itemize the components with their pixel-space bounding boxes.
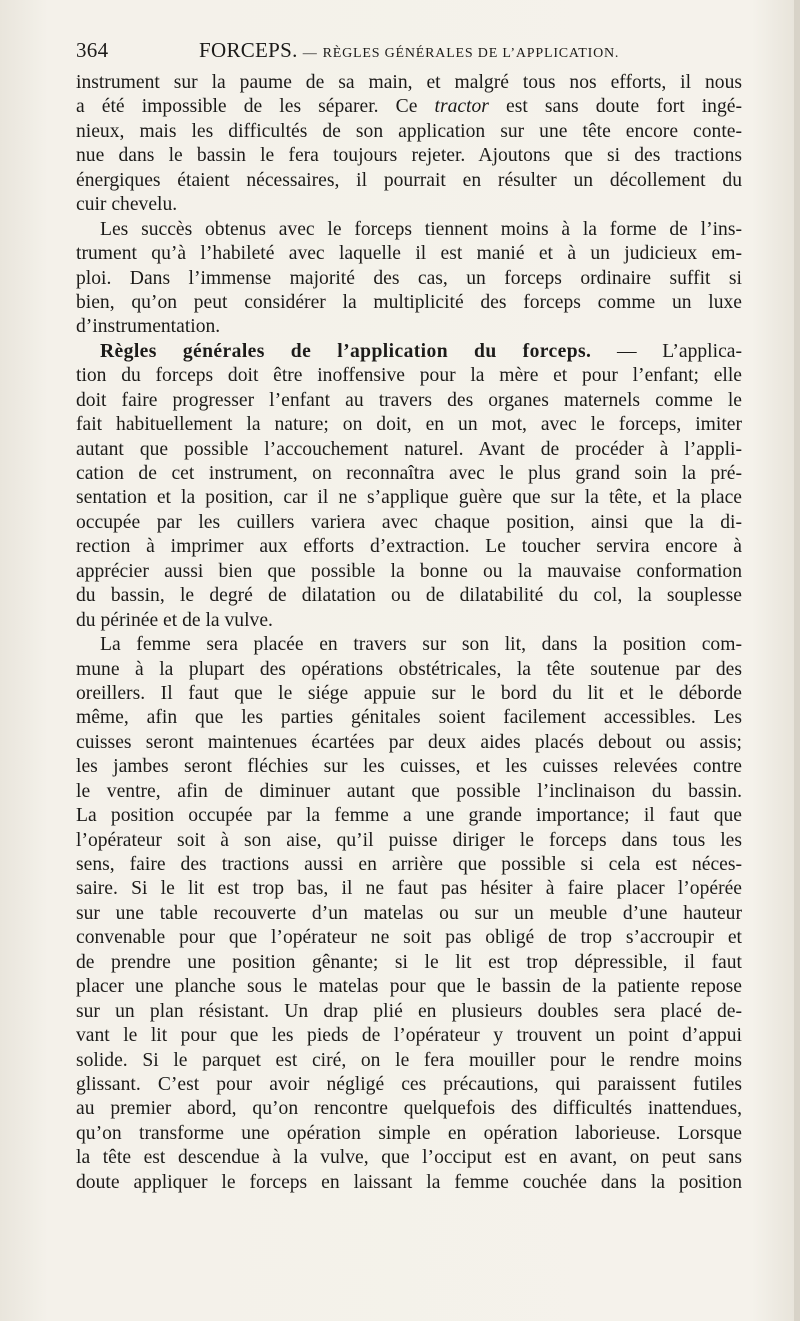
text-line: au premier abord, qu’on rencontre quelquefois des difficultés inattendues, bbox=[76, 1098, 742, 1120]
running-head-title bbox=[199, 38, 619, 63]
text-line: l’opérateur soit à son aise, qu’il puisse diriger le forceps dans tous les bbox=[76, 829, 742, 851]
page-number: 364 bbox=[76, 38, 109, 62]
text-line: La position occupée par la femme a une grande importance; il faut que bbox=[76, 805, 742, 827]
text-line: La femme sera placée en travers sur son lit, dans la position com- bbox=[100, 634, 742, 656]
body-text bbox=[76, 71, 742, 1195]
text-line: le ventre, afin de diminuer autant que possible l’inclinaison du bassin. bbox=[76, 780, 742, 802]
text-line: saire. Si le lit est trop bas, il ne faut pas hésiter à faire placer l’opérée bbox=[76, 878, 742, 900]
text-segment: a été impossible de les séparer. Ce bbox=[76, 96, 418, 118]
text-line: trument qu’à l’habileté avec laquelle il est manié et à un judicieux em- bbox=[76, 243, 742, 265]
text-line: de prendre une position gênante; si le lit est trop dépressible, il faut bbox=[76, 951, 742, 973]
text-segment: — L’applica- bbox=[616, 340, 742, 362]
text-line: la tête est descendue à la vulve, que l’occiput est en avant, on peut sans bbox=[76, 1147, 742, 1169]
text-line: mune à la plupart des opérations obstétricales, la tête soutenue par des bbox=[76, 658, 742, 680]
text-line: apprécier aussi bien que possible la bonne ou la mauvaise conformation bbox=[76, 560, 742, 582]
text-line: occupée par les cuillers variera avec chaque position, ainsi que la di- bbox=[76, 511, 742, 533]
text-line: sentation et la position, car il ne s’applique guère que sur la tête, et la place bbox=[76, 487, 742, 509]
text-line: solide. Si le parquet est ciré, on le fera mouiller pour le rendre moins bbox=[76, 1049, 742, 1071]
text-line: cuir chevelu. bbox=[76, 194, 178, 216]
text-line: cation de cet instrument, on reconnaîtra avec le plus grand soin la pré- bbox=[76, 463, 742, 484]
text-line: énergiques étaient nécessaires, il pourrait en résulter un décollement du bbox=[76, 169, 742, 191]
text-line: sur une table recouverte d’un matelas ou sur un meuble d’une hauteur bbox=[76, 902, 742, 924]
text-line: rection à imprimer aux efforts d’extraction. Le toucher servira encore à bbox=[76, 536, 742, 558]
section-heading: Règles générales de l’application du forceps. bbox=[100, 340, 592, 362]
text-line: les jambes seront fléchies sur les cuisses, et les cuisses relevées contre bbox=[76, 756, 742, 778]
header-title: FORCEPS. bbox=[199, 38, 298, 62]
text-line: même, afin que les parties génitales soient facilement accessibles. Les bbox=[76, 707, 742, 729]
text-line bbox=[76, 95, 742, 119]
text-line: qu’on transforme une opération simple en opération laborieuse. Lorsque bbox=[76, 1122, 742, 1144]
text-line: sens, faire des tractions aussi en arrière que possible si cela est néces- bbox=[76, 854, 742, 875]
text-line: ploi. Dans l’immense majorité des cas, un forceps ordinaire suffit si bbox=[76, 267, 742, 289]
text-line: tion du forceps doit être inoffensive pour la mère et pour l’enfant; elle bbox=[76, 365, 742, 387]
text-line: doute appliquer le forceps en laissant la femme couchée dans la position bbox=[76, 1171, 742, 1193]
text-line: fait habituellement la nature; on doit, en un mot, avec le forceps, imiter bbox=[76, 414, 742, 436]
text-line: glissant. C’est pour avoir négligé ces précautions, qui paraissent futiles bbox=[76, 1073, 742, 1095]
text-line: doit faire progresser l’enfant au travers des organes maternels comme le bbox=[76, 389, 742, 411]
text-line: nieux, mais les difficultés de son application sur une tête encore conte- bbox=[76, 120, 742, 142]
text-line: placer une planche sous le matelas pour que le bassin de la patiente repose bbox=[76, 976, 742, 998]
text-line: Les succès obtenus avec le forceps tiennent moins à la forme de l’ins- bbox=[100, 218, 742, 240]
running-header bbox=[74, 34, 744, 68]
text-line: nue dans le bassin le fera toujours rejeter. Ajoutons que si des tractions bbox=[76, 145, 742, 167]
text-line: du périnée et de la vulve. bbox=[76, 609, 273, 631]
text-segment: est sans doute fort ingé- bbox=[506, 96, 742, 118]
text-line: cuisses seront maintenues écartées par deux aides placés debout ou assis; bbox=[76, 731, 742, 753]
text-line bbox=[76, 340, 742, 364]
text-line: oreillers. Il faut que le siége appuie sur le bord du lit et le déborde bbox=[76, 682, 742, 704]
header-dash: — bbox=[302, 46, 318, 61]
text-line: d’instrumentation. bbox=[76, 316, 221, 338]
text-line: autant que possible l’accouchement naturel. Avant de procéder à l’appli- bbox=[76, 438, 742, 460]
text-line: convenable pour que l’opérateur ne soit pas obligé de trop s’accroupir et bbox=[76, 927, 742, 949]
text-line: instrument sur la paume de sa main, et malgré tous nos efforts, il nous bbox=[76, 72, 742, 93]
text-line: bien, qu’on peut considérer la multiplicité des forceps comme un luxe bbox=[76, 291, 742, 313]
page-spine-shadow bbox=[794, 0, 800, 1321]
text-line: sur un plan résistant. Un drap plié en plusieurs doubles sera placé de- bbox=[76, 1000, 742, 1022]
header-subtitle: RÈGLES GÉNÉRALES DE L’APPLICATION. bbox=[322, 46, 620, 61]
italic-term: tractor bbox=[434, 96, 489, 118]
text-line: du bassin, le degré de dilatation ou de dilatabilité du col, la souplesse bbox=[76, 585, 742, 607]
text-line: vant le lit pour que les pieds de l’opérateur y trouvent un point d’appui bbox=[76, 1025, 742, 1047]
